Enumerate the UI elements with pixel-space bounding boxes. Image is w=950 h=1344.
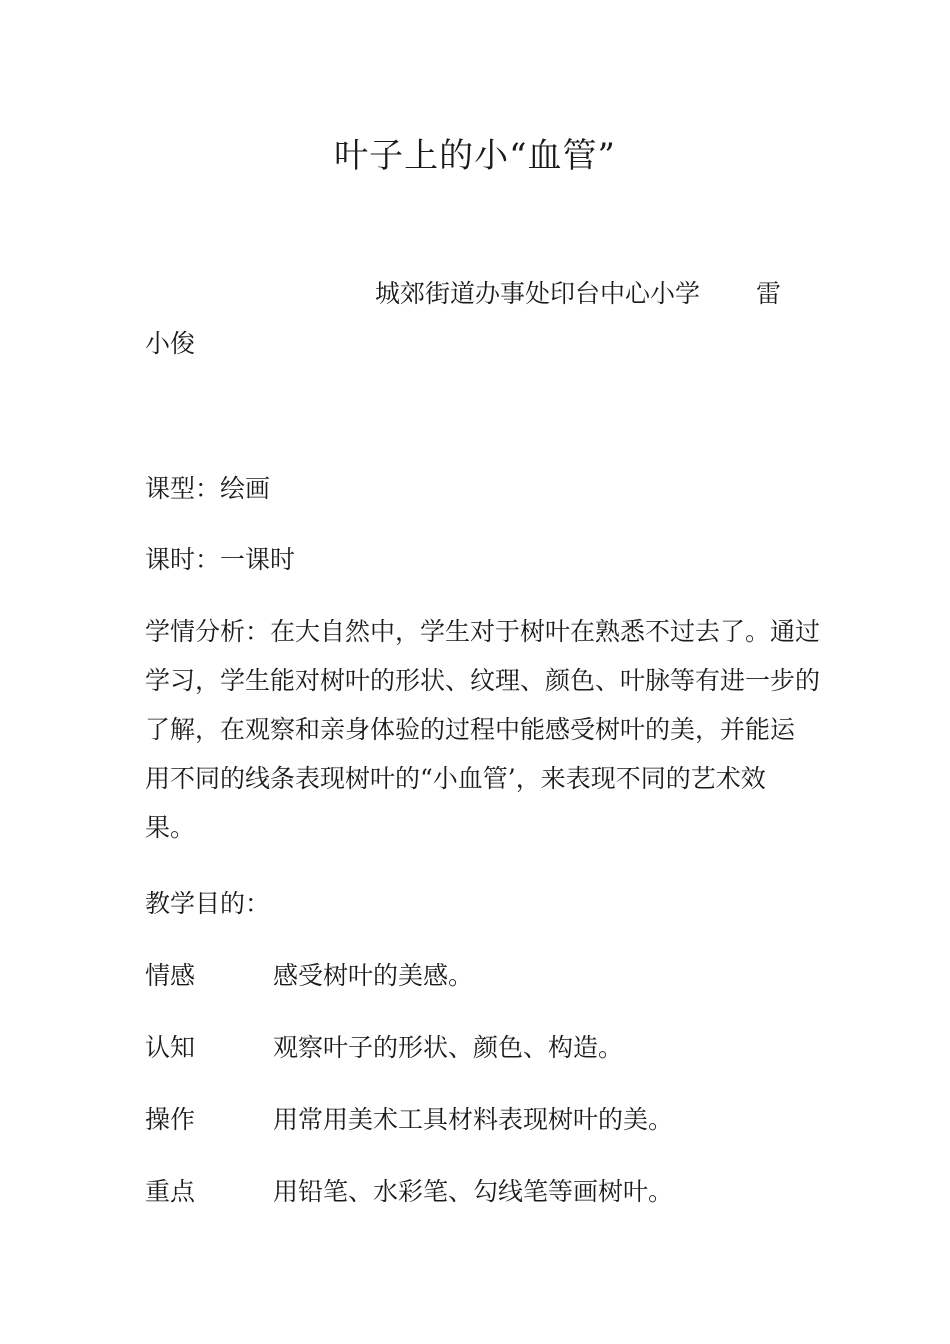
author-name-rest: 小俊	[145, 329, 196, 358]
analysis-line: 了解，在观察和亲身体验的过程中能感受树叶的美，并能运	[145, 715, 796, 744]
document-title: 叶子上的小“血管”	[334, 136, 616, 176]
analysis-line: 用不同的线条表现树叶的“小血管’，来表现不同的艺术效	[145, 764, 766, 793]
author-name-first: 雷	[756, 279, 782, 308]
course-type: 课型：绘画	[145, 474, 271, 503]
goal-row-focus	[145, 1176, 673, 1208]
analysis-line: 学情分析：在大自然中，学生对于树叶在熟悉不过去了。通过	[145, 617, 821, 646]
author-school: 城郊街道办事处印台中心小学	[375, 279, 701, 308]
analysis-line: 学习，学生能对树叶的形状、纹理、颜色、叶脉等有进一步的	[145, 666, 821, 695]
goal-label: 认知	[145, 1033, 196, 1062]
goal-text: 感受树叶的美感。	[273, 961, 474, 990]
learning-analysis	[145, 607, 821, 852]
goal-text: 用铅笔、水彩笔、勾线笔等画树叶。	[273, 1177, 674, 1206]
goals-heading: 教学目的：	[145, 889, 271, 918]
goal-label: 重点	[145, 1177, 196, 1206]
goal-label: 操作	[145, 1105, 196, 1134]
analysis-line: 果。	[145, 813, 196, 842]
goal-text: 用常用美术工具材料表现树叶的美。	[273, 1105, 674, 1134]
class-hours: 课时：一课时	[145, 545, 296, 574]
goal-row-cognition	[145, 1032, 623, 1064]
goal-label: 情感	[145, 961, 196, 990]
goal-row-operation	[145, 1104, 673, 1136]
goal-row-emotion	[145, 960, 473, 992]
goal-text: 观察叶子的形状、颜色、构造。	[273, 1033, 624, 1062]
